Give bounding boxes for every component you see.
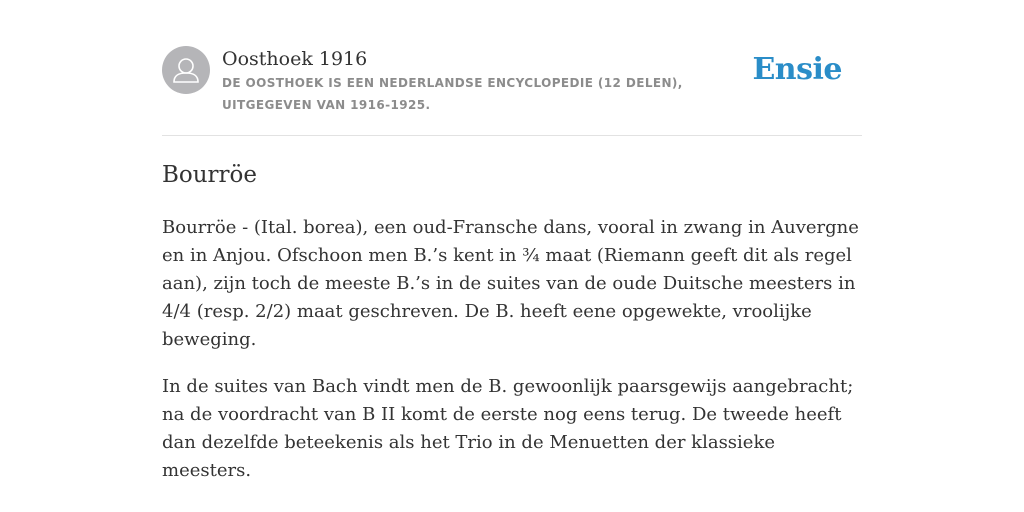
ensie-logo[interactable]: Ensie [752,52,842,87]
source-title[interactable]: Oosthoek 1916 [222,48,368,70]
avatar[interactable] [162,46,210,94]
entry-content [162,160,866,504]
entry-paragraph: In de suites van Bach vindt men de B. gewoonlijk paarsgewijs aangebracht; na de voordracht van B II komt de eerste nog eens terug. De tweede heeft dan dezelfde beteekenis als het Trio in de Menuetten der klassieke meesters. [162,376,854,481]
user-silhouette-icon [162,46,210,94]
source-description: DE OOSTHOEK IS EEN NEDERLANDSE ENCYCLOPEDIE (12 DELEN), UITGEGEVEN VAN 1916-1925. [222,76,683,112]
entry-title: Bourröe [162,162,258,188]
entry-paragraph: Bourröe - (Ital. borea), een oud-Fransche dans, vooral in zwang in Auvergne en in Anjou. Ofschoon men B.’s kent in ¾ maat (Riemann geeft dit als regel aan), zijn toch de meeste B.’s in de suites van de oude Duitsche meesters in 4/4 (resp. 2/2) maat geschreven. De B. heeft eene opgewekte, vroolijke beweging. [162,217,859,350]
source-header [162,46,862,136]
